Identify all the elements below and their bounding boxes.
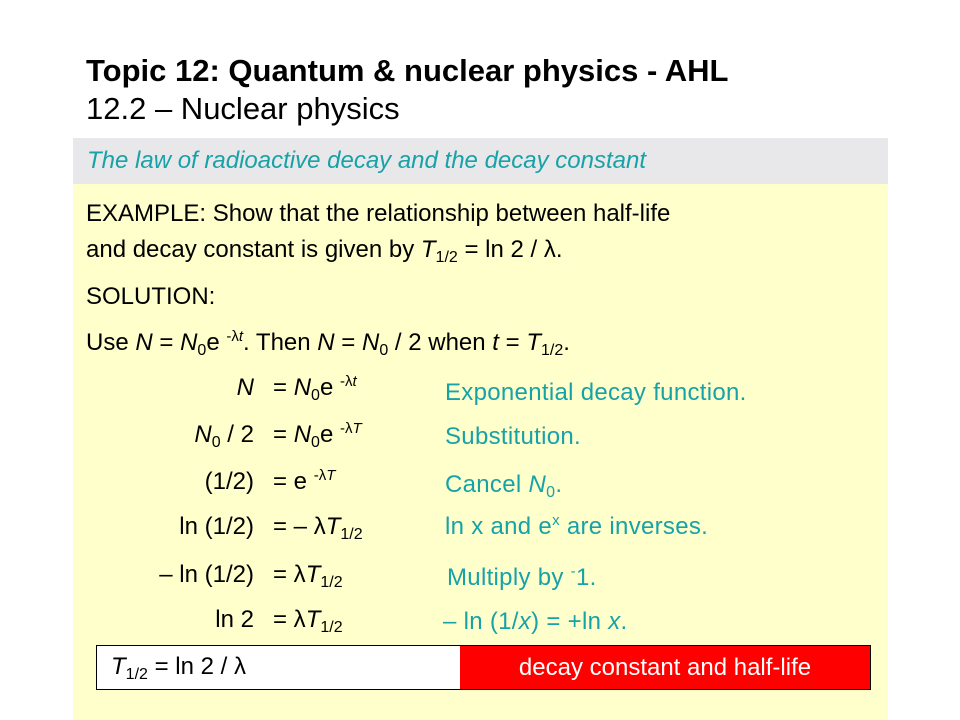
result-formula: $T_{1/2} = \ln 2 / \lambda$ <box>111 653 246 683</box>
intro-eq3: = <box>498 329 527 356</box>
step-2-note: Substitution. <box>445 423 581 450</box>
half-life-subscript: 1/2 <box>435 249 458 266</box>
page-title: Topic 12: Quantum & nuclear physics - AHL <box>86 53 729 88</box>
intro-use: Use <box>86 329 136 356</box>
step-5-rhs: = $\lambda T_{1/2}$ <box>273 561 343 591</box>
step-4-lhs: ln (1/2) <box>179 513 254 540</box>
intro-line <box>86 328 570 358</box>
intro-N0: N <box>180 329 198 356</box>
example-line-2-end: = ln 2 / λ. <box>457 236 563 263</box>
intro-exp-t: t <box>238 328 243 345</box>
intro-N0-sub: 0 <box>197 342 207 359</box>
intro-exponent <box>226 328 243 345</box>
result-box <box>96 645 871 690</box>
step-5-lhs: – ln (1/2) <box>159 561 254 588</box>
section-heading: The law of radioactive decay and the decay constant <box>87 147 647 174</box>
example-line-1: EXAMPLE: Show that the relationship between half-life <box>86 200 671 227</box>
step-6-note: – ln (1/x) = +ln x. <box>443 608 628 635</box>
intro-N: N <box>135 329 153 356</box>
intro-e: e <box>206 329 227 356</box>
example-line-2 <box>86 235 563 265</box>
half-life-symbol: T <box>420 236 436 263</box>
intro-end: . <box>563 329 570 356</box>
step-1-lhs: N <box>236 374 254 401</box>
example-line-2-text: and decay constant is given by <box>86 236 421 263</box>
step-5-note: Multiply by -1. <box>447 563 597 591</box>
step-2-lhs: $N_0 / 2$ <box>194 421 254 451</box>
intro-eq1: = <box>152 329 181 356</box>
intro-N0b: N <box>361 329 380 356</box>
intro-N0b-sub: 0 <box>379 342 389 359</box>
step-3-lhs: (1/2) <box>204 468 254 495</box>
intro-t: t <box>492 329 499 356</box>
result-tag: decay constant and half-life <box>460 646 870 689</box>
step-3-note: Cancel $N_0$. <box>445 471 563 501</box>
title-block <box>86 52 729 128</box>
intro-T-sub: 1/2 <box>541 342 564 359</box>
intro-T: T <box>526 329 541 356</box>
step-1-rhs: = $N_0e$ $^{-\lambda t}$ <box>273 373 357 404</box>
step-4-rhs: = – $\lambda T_{1/2}$ <box>273 513 363 543</box>
step-3-rhs: = e $^{-\lambda T}$ <box>273 467 336 495</box>
page-subtitle: 12.2 – Nuclear physics <box>86 91 400 126</box>
step-6-rhs: = $\lambda T_{1/2}$ <box>273 606 343 636</box>
step-2-rhs: = $N_0e$ $^{-\lambda T}$ <box>273 420 362 451</box>
intro-N2: N <box>317 329 335 356</box>
intro-then: . Then <box>243 329 318 356</box>
step-4-note: ln x and $e^x$ are inverses. <box>445 512 709 540</box>
section-heading-bar <box>73 138 888 184</box>
step-6-lhs: ln 2 <box>215 606 254 633</box>
intro-eq2: = <box>334 329 362 356</box>
intro-over2: / 2 when <box>388 329 493 356</box>
step-1-note: Exponential decay function. <box>445 379 747 406</box>
intro-exp-neg: -λ <box>226 328 239 345</box>
solution-label: SOLUTION: <box>86 283 216 310</box>
